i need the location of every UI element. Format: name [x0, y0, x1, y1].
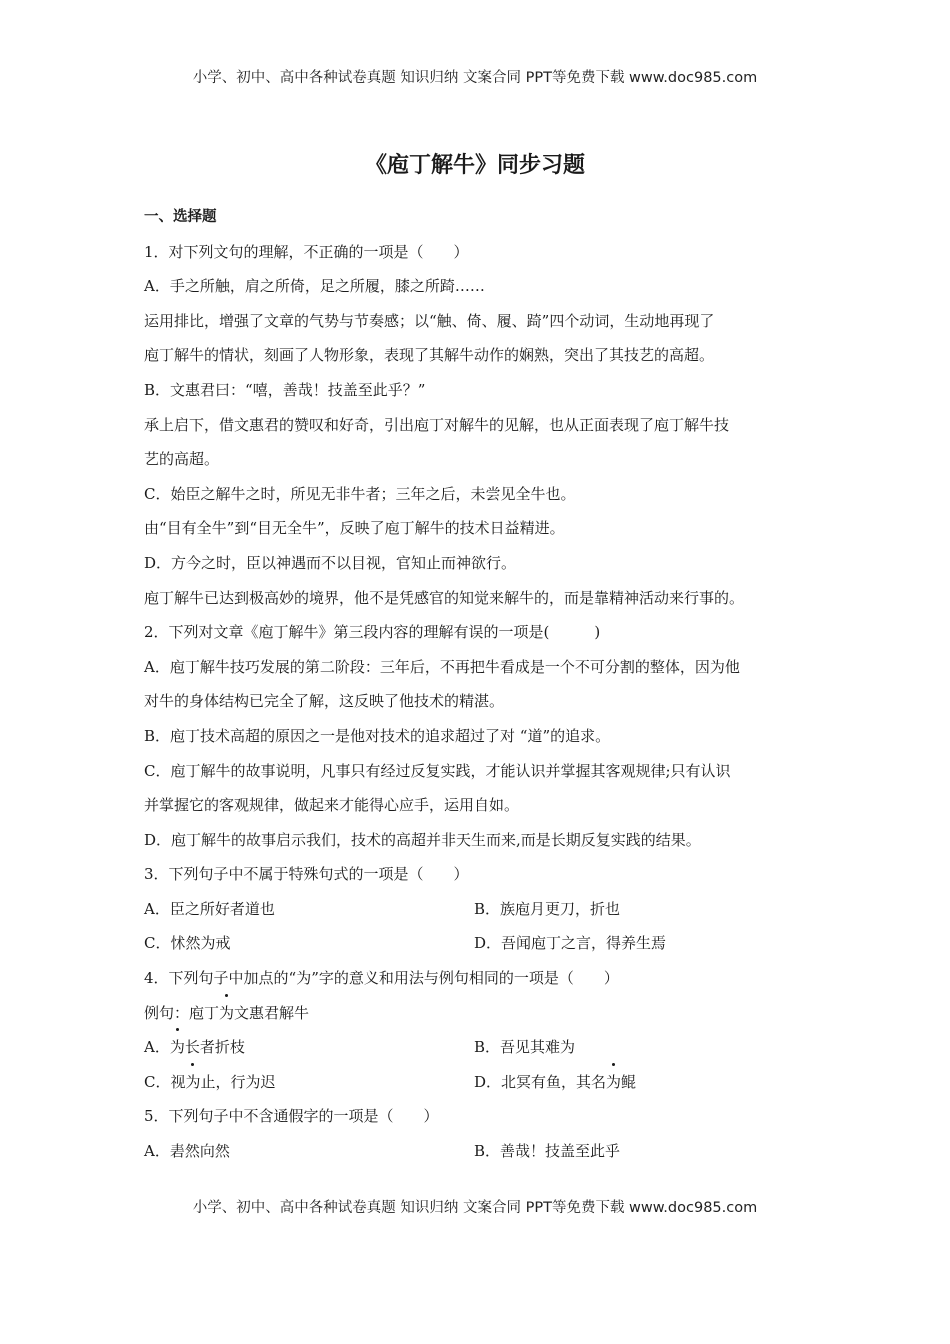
question-2-option-a-cont: 对牛的身体结构已完全了解，这反映了他技术的精湛。	[144, 692, 505, 711]
question-5-options-row-1	[144, 1134, 824, 1169]
question-1-option-b-explanation-cont: 艺的高超。	[144, 450, 220, 469]
example-suffix: 文惠君解牛	[234, 1003, 310, 1022]
question-2-stem: 2．下列对文章《庖丁解牛》第三段内容的理解有误的一项是( )	[144, 623, 601, 642]
page-header: 小学、初中、高中各种试卷真题 知识归纳 文案合同 PPT等免费下载 www.doc985.com	[192, 70, 758, 86]
emphasis-dotted-char: 为	[185, 1065, 200, 1100]
question-5-option-b: B．善哉！技盖至此乎	[474, 1142, 621, 1161]
question-2-option-d: D．庖丁解牛的故事启示我们，技术的高超并非天生而来,而是长期反复实践的结果。	[144, 830, 701, 849]
question-2-option-a: A．庖丁解牛技巧发展的第二阶段：三年后，不再把牛看成是一个不可分割的整体，因为他	[144, 657, 740, 676]
question-3-stem: 3．下列句子中不属于特殊句式的一项是（ ）	[144, 865, 469, 884]
question-3-option-b: B．族庖月更刀，折也	[474, 899, 621, 918]
question-1-option-a-explanation-cont: 庖丁解牛的情状，刻画了人物形象，表现了其解牛动作的娴熟，突出了其技艺的高超。	[144, 346, 715, 365]
question-4-options-row-1	[144, 1030, 824, 1065]
question-3-options-row-2	[144, 926, 824, 961]
option-a-prefix: A．	[144, 1038, 170, 1057]
question-5-stem: 5．下列句子中不含通假字的一项是（ ）	[144, 1107, 439, 1126]
option-a-suffix: 长者折枝	[184, 1038, 245, 1057]
question-1-option-c-explanation: 由“目有全牛”到“目无全牛”，反映了庖丁解牛的技术日益精进。	[144, 519, 565, 538]
emphasis-dotted-char: 为	[606, 1065, 621, 1100]
option-c-suffix: 止，行为迟	[200, 1072, 276, 1091]
option-d-prefix: D．北冥有鱼，其名	[474, 1072, 607, 1091]
question-1-option-a-explanation: 运用排比，增强了文章的气势与节奏感；以“触、倚、履、踦”四个动词，生动地再现了	[144, 311, 715, 330]
question-4-option-b: B．吾见其难为	[474, 1038, 576, 1057]
question-2-option-c-cont: 并掌握它的客观规律，做起来才能得心应手，运用自如。	[144, 796, 520, 815]
option-d-suffix: 鲲	[621, 1072, 637, 1091]
question-1-option-d: D．方今之时，臣以神遇而不以目视，官知止而神欲行。	[144, 553, 517, 572]
example-prefix: 例句：庖丁	[144, 1003, 220, 1022]
emphasis-dotted-char: 为	[170, 1030, 185, 1065]
section-heading: 一、选择题	[144, 209, 217, 225]
question-2-option-b: B．庖丁技术高超的原因之一是他对技术的追求超过了对 “道”的追求。	[144, 726, 611, 745]
question-3-option-a: A．臣之所好者道也	[144, 899, 275, 918]
question-2-option-c: C．庖丁解牛的故事说明，凡事只有经过反复实践，才能认识并掌握其客观规律;只有认识	[144, 761, 731, 780]
question-4-option-a	[144, 1030, 474, 1065]
question-1-option-d-explanation: 庖丁解牛已达到极高妙的境界，他不是凭感官的知觉来解牛的，而是靠精神活动来行事的。	[144, 588, 745, 607]
question-5-option-a: A．砉然向然	[144, 1142, 230, 1161]
option-c-prefix: C．视	[144, 1072, 186, 1091]
question-4-stem: 4．下列句子中加点的“为”字的意义和用法与例句相同的一项是（ ）	[144, 969, 619, 988]
question-1-option-b: B．文惠君曰：“嘻，善哉！技盖至此乎？”	[144, 380, 426, 399]
question-1-stem: 1．对下列文句的理解，不正确的一项是（ ）	[144, 242, 469, 261]
question-1-option-b-explanation: 承上启下，借文惠君的赞叹和好奇，引出庖丁对解牛的见解，也从正面表现了庖丁解牛技	[144, 415, 730, 434]
question-4-options-row-2	[144, 1065, 824, 1100]
question-1-option-a: A．手之所触，肩之所倚，足之所履，膝之所踦……	[144, 277, 485, 296]
question-4-example	[144, 996, 824, 1031]
document-body	[144, 200, 824, 1169]
question-4-option-d	[474, 1065, 804, 1100]
question-1-option-c: C．始臣之解牛之时，所见无非牛者；三年之后，未尝见全牛也。	[144, 484, 576, 503]
page-footer: 小学、初中、高中各种试卷真题 知识归纳 文案合同 PPT等免费下载 www.doc985.com	[192, 1200, 758, 1216]
question-4-option-c	[144, 1065, 474, 1100]
emphasis-dotted-char: 为	[219, 996, 234, 1031]
question-3-option-d: D．吾闻庖丁之言，得养生焉	[474, 934, 667, 953]
question-3-options-row-1	[144, 892, 824, 927]
document-title: 《庖丁解牛》同步习题	[364, 153, 585, 178]
question-3-option-c: C．怵然为戒	[144, 934, 231, 953]
